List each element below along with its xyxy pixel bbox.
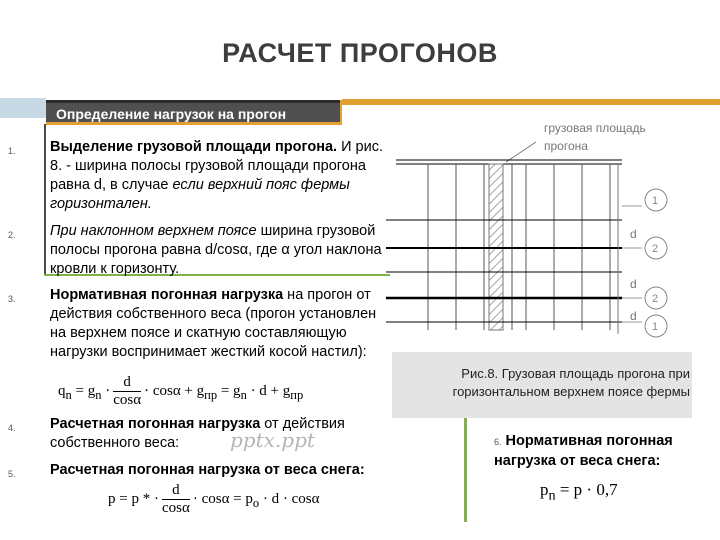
- item-3-body: на прогон от действия собственного веса (прогон установлен на верхнем поясе и скатную составляющую нагрузки воспринимает жесткий косой настил):: [50, 287, 377, 360]
- formula-snow-load: p = p * · $\frac{d}{\cos\alpha}$ · $\cos\alpha = p_o \cdot d \cdot \cos\alpha$: [108, 482, 320, 516]
- dim-d3: d: [630, 309, 637, 323]
- item-number: 1.: [8, 146, 16, 156]
- fraction: $\frac{d}{\cos\alpha}$: [113, 374, 142, 408]
- dim-d1: d: [630, 227, 637, 241]
- item-number: 3.: [8, 294, 16, 304]
- item-3-bold: Нормативная погонная нагрузка: [50, 287, 284, 303]
- circle-label: 1: [652, 321, 659, 333]
- item-6-text: [494, 432, 714, 471]
- section-heading: Определение нагрузок на прогон: [46, 100, 340, 122]
- item-number: 5.: [8, 469, 16, 479]
- item-5-text: [50, 461, 390, 480]
- item-3-text: [50, 286, 390, 362]
- item-1-bold: Выделение грузовой площади прогона.: [50, 139, 338, 155]
- fraction: $\frac{d}{\cos\alpha}$: [161, 482, 190, 516]
- item-4-text: [50, 415, 390, 453]
- dim-d2: d: [630, 277, 637, 291]
- item-number: 6.: [494, 437, 502, 447]
- slide-title: РАСЧЕТ ПРОГОНОВ: [222, 38, 498, 68]
- formula-normative-load: $q_n = g_n$ · $\frac{d}{\cos\alpha}$ · $\cos\alpha + g_{пр} = g_n \cdot d + g_{пр}$: [58, 374, 304, 408]
- formula-snow-normative: $p_n = p \cdot 0,7$: [540, 480, 618, 504]
- circle-label: 1: [652, 195, 659, 207]
- item-2-italic: При наклонном верхнем поясе: [50, 223, 257, 239]
- figure-caption: Рис.8. Грузовая площадь прогона при горизонтальном верхнем поясе фермы: [452, 366, 690, 399]
- item-6-body: Нормативная погонная нагрузка от веса снега:: [494, 433, 673, 469]
- item-4-body: от действия собственного веса:: [50, 416, 345, 451]
- accent-bar-left: [0, 98, 46, 118]
- accent-bar-right: [342, 99, 720, 105]
- item-5-bold: Расчетная погонная нагрузка от веса снега:: [50, 462, 365, 478]
- circle-label: 2: [652, 293, 659, 305]
- vertical-divider: [44, 124, 46, 274]
- figure-label-top: грузовая площадь: [544, 121, 646, 135]
- item-4-bold: Расчетная погонная нагрузка: [50, 416, 261, 432]
- item-1-italic: если верхний пояс фермы горизонтален.: [50, 177, 350, 212]
- item-number: 2.: [8, 230, 16, 240]
- item-1-body: И рис. 8. - ширина полосы грузовой площади прогона равна d, в случае: [50, 139, 383, 193]
- item-number: 4.: [8, 423, 16, 433]
- item-1-text: [50, 138, 390, 214]
- load-area-drawing: [386, 120, 696, 350]
- circle-label: 2: [652, 243, 659, 255]
- figure-label-top2: прогона: [544, 139, 588, 153]
- item-2-body: ширина грузовой полосы прогона равна d/cosα, где α угол наклона кровли к горизонту.: [50, 223, 382, 277]
- green-divider-vertical: [464, 418, 467, 522]
- item-2-text: [50, 222, 390, 279]
- watermark: pptx.ppt: [230, 428, 315, 452]
